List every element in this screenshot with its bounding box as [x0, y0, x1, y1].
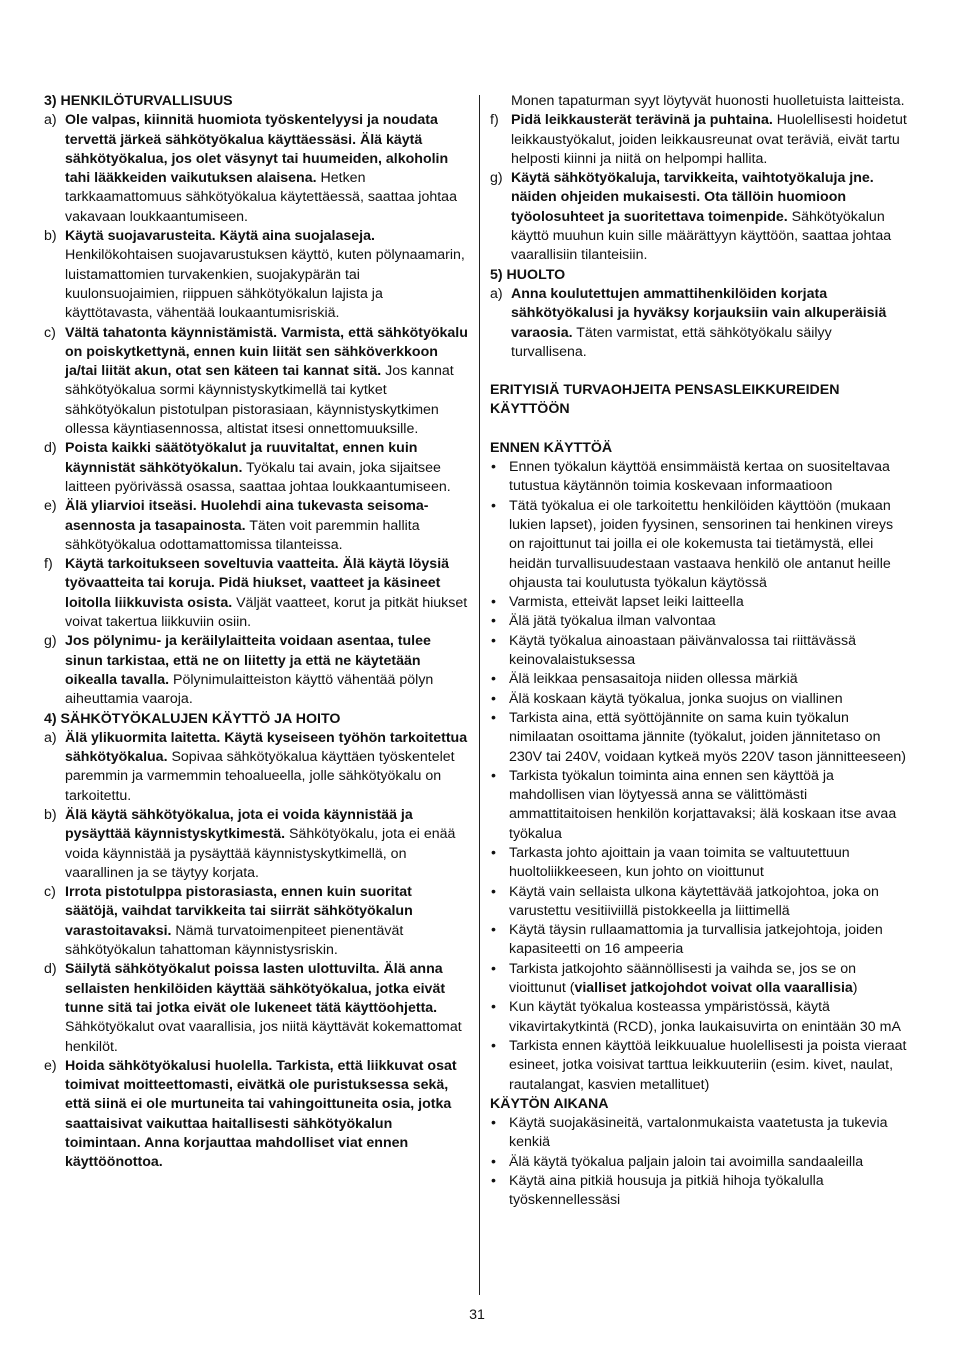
- list-item: [44, 324, 468, 440]
- section-title-personal-safety: 3) HENKILÖTURVALLISUUS: [44, 93, 233, 109]
- bullet-text: Tarkasta johto ajoittain ja vaan toimita se valtuutettuun huoltoliikkeeseen, kun johto on vioittunut: [509, 844, 850, 881]
- item-text: Huolellisesti hoidetut leikkaustyökalut, joiden leikkausreunat ovat teräviä, eivät tartu helposti kiinni ja niitä on helpompi hallita.: [511, 112, 907, 167]
- section-title-tool-use-care: 4) SÄHKÖTYÖKALUJEN KÄYTTÖ JA HOITO: [44, 710, 341, 727]
- service-list: [490, 285, 910, 362]
- list-item: [44, 729, 468, 806]
- item-label: d): [44, 440, 57, 457]
- item-text: Jos kannat sähkötyökalua sormi käynnistyskytkimellä tai kytket sähkötyökalun pistotulpan pistorasiaan, käynnistyskytkimen ollessa käyntiasennossa, altistat itsesi onnettomuuksille.: [65, 363, 454, 438]
- item-label: a): [44, 729, 57, 746]
- bullet-item: [490, 593, 910, 612]
- list-item: [44, 883, 468, 960]
- bullet-item: [490, 497, 910, 593]
- item-label: b): [44, 228, 57, 245]
- bullet-icon: •: [491, 767, 496, 784]
- item-bold-text: Käytä suojavarusteita. Käytä aina suojalaseja.: [65, 228, 375, 245]
- item-label: g): [44, 633, 57, 650]
- item-text: Henkilökohtaisen suojavarustuksen käyttö, kuten pölynaamarin, luistamattomien turvakenkien, suojakypärän tai kuulonsuojaimien, riippuen sähkötyökalun lajista ja käyttötavasta, vähentää loukaantumisriskiä.: [65, 247, 465, 322]
- bullet-icon: •: [491, 999, 496, 1016]
- bullet-icon: •: [491, 844, 496, 861]
- item-bold-text: Hoida sähkötyökalusi huolella. Tarkista, että liikkuvat osat toimivat moitteettomasti, eivätkä ole puristuksessa sekä, että siinä ei ole murtuneita tai vahingoittuneita osia, jotka saattaisivat vaikuttaa haitallisesti sähkötyökalun toimintaan. Anna korjauttaa mahdolliset viat ennen käyttöönottoa.: [65, 1057, 457, 1171]
- bullet-text: Tarkista työkalun toiminta aina ennen sen käyttöä ja mahdollisen vian löytyessä anna se välittömästi ammattitaitoisen henkilön korjattavaksi; älä koskaan itse avaa työkalua: [509, 767, 897, 842]
- item-text: Täten voit paremmin hallita sähkötyökalua odottamattomissa tilanteissa.: [65, 517, 420, 553]
- item-bold-text: Säilytä sähkötyökalut poissa lasten ulottuvilta. Älä anna sellaisten henkilöiden käyttää sähkötyökalua, jotka eivät tunne sitä tai jotka eivät ole lukeneet tätä käyttöohjetta.: [65, 961, 446, 1016]
- bullet-item: [490, 670, 910, 689]
- bullet-icon: •: [491, 709, 496, 726]
- item-bold-text: Jos pölynimu- ja keräilylaitteita voidaan asentaa, tulee sinun tarkistaa, että ne on liitetty ja että ne käytetään oikealla tavalla.: [65, 633, 431, 688]
- bullet-icon: •: [491, 671, 496, 688]
- item-bold-text: Älä yliarvioi itseäsi. Huolehdi aina tukevasta seisoma-asennosta ja tasapainosta.: [65, 498, 429, 534]
- bullet-item: [490, 883, 910, 922]
- bullet-text: Älä käytä työkalua paljain jaloin tai avoimilla sandaaleilla: [509, 1153, 864, 1170]
- column-divider: [479, 95, 480, 1295]
- bullet-item: [490, 612, 910, 631]
- bullet-icon: •: [491, 1153, 496, 1170]
- list-item: [490, 111, 910, 169]
- item-text: Täten varmistat, että sähkötyökalu säilyy turvallisena.: [511, 324, 832, 360]
- item-bold-text: Älä käytä sähkötyökalua, jota ei voida käynnistää ja pysäyttää käynnistyskytkimestä.: [65, 806, 413, 843]
- bullet-icon: •: [491, 690, 496, 707]
- bullet-icon: •: [491, 1115, 496, 1132]
- item-label: f): [490, 112, 499, 129]
- bullet-text: Käytä aina pitkiä housuja ja pitkiä hihoja työkalulla työskennellessäsi: [509, 1173, 824, 1209]
- bullet-item: [490, 844, 910, 883]
- item-bold-text: Poista kaikki säätötyökalut ja ruuvitaltat, ennen kuin käynnistät sähkötyökalun.: [65, 440, 418, 476]
- list-item: [490, 285, 910, 362]
- before-use-list: [490, 458, 910, 1095]
- item-label: c): [44, 884, 56, 901]
- item-bold-text: Ole valpas, kiinnitä huomiota työskentelyysi ja noudata tervettä järkeä sähkötyökalua käyttäessäsi. Älä käytä sähkötyökalua, jos olet väsynyt tai huumeiden, alkoholin tahi lääkkeiden vaikutuksen alaisena.: [65, 112, 449, 187]
- item-text: Sähkötyökalut ovat vaarallisia, jos niitä käyttävät kokemattomat henkilöt.: [65, 1019, 462, 1055]
- list-item: [44, 632, 468, 709]
- item-text: Työkalu tai avain, joka sijaitsee laitteen pyörivässä osassa, saattaa johtaa loukkaantumiseen.: [65, 459, 451, 495]
- bullet-icon: •: [491, 922, 496, 939]
- bullet-icon: •: [491, 459, 496, 476]
- list-item: [490, 169, 910, 265]
- item-label: d): [44, 961, 57, 978]
- item-label: a): [44, 112, 57, 129]
- bullet-text: Käytä työkalua ainoastaan päivänvalossa tai riittävässä keinovalaistuksessa: [509, 632, 857, 669]
- bullet-text: Käytä vain sellaista ulkona käytettävää jatkojohtoa, joka on varustettu vesitiiviillä pistokkeella ja liittimellä: [509, 883, 879, 919]
- bullet-icon: •: [491, 960, 496, 977]
- item-bold-text: Pidä leikkausterät terävinä ja puhtaina.: [511, 112, 773, 129]
- bullet-icon: •: [491, 497, 496, 514]
- bullet-icon: •: [491, 632, 496, 649]
- bullet-item: [490, 690, 910, 709]
- item-text: Sopivaa sähkötyökalua käyttäen työskentelet paremmin ja varmemmin tehoalueella, jolle sähkötyökalu on tarkoitettu.: [65, 749, 455, 804]
- page-number: 31: [469, 1307, 485, 1323]
- bullet-text: Käytä suojakäsineitä, vartalonmukaista vaatetusta ja tukevia kenkiä: [509, 1115, 888, 1151]
- bullet-item: [490, 767, 910, 844]
- item-label: b): [44, 806, 57, 823]
- bullet-item: [490, 1037, 910, 1095]
- item-text: Sähkötyökalu, jota ei enää voida käynnistää ja pysäyttää käynnistyskytkimellä, on vaarallinen ja se täytyy korjata.: [65, 826, 456, 881]
- item-text: Sähkötyökalun käyttö muuhun kuin sille määrättyyn käyttöön, saattaa johtaa vaarallisiin tilanteisiin.: [511, 208, 892, 264]
- item-bold-text: Älä ylikuormita laitetta. Käytä kyseiseen työhön tarkoitettua sähkötyökalua.: [65, 729, 468, 766]
- list-item: [44, 227, 468, 323]
- bullet-item: [490, 632, 910, 671]
- during-use-list: [490, 1114, 910, 1210]
- tool-use-care-list: [44, 729, 468, 1173]
- right-column: [490, 92, 910, 1211]
- item-label: a): [490, 285, 503, 302]
- item-text: Pölynimulaitteiston käyttö vähentää pölyn aiheuttamia vaaroja.: [65, 671, 434, 708]
- item-bold-text: Käytä tarkoitukseen soveltuvia vaatteita. Älä käytä löysiä työvaatteita tai koruja. Pidä hiukset, vaatteet ja käsineet loitolla liikkuvista osista.: [65, 556, 450, 611]
- bullet-text: Älä koskaan käytä työkalua, jonka suojus on viallinen: [509, 690, 843, 707]
- list-item: [44, 439, 468, 497]
- bullet-text: Tätä työkalua ei ole tarkoitettu henkilöiden käyttöön (mukaan lukien lapset), joiden fyysinen, sensorinen tai henkinen vireys on rajoittunut tai joilla ei ole kokemusta tai tietämystä, ellei heidän turvallisuudestaan vastaava henkilö ole antanut heille ohjausta tai koulutusta työkalun käytössä: [509, 497, 894, 591]
- bullet-text: Älä leikkaa pensasaitoja niiden ollessa märkiä: [509, 671, 798, 688]
- bullet-icon: •: [491, 1037, 496, 1054]
- list-item: [44, 111, 468, 227]
- item-label: e): [44, 1057, 57, 1074]
- bullet-text: Ennen työkalun käyttöä ensimmäistä kertaa on suositeltavaa tutustua käytännön toimia koskevaan informaatioon: [509, 459, 890, 495]
- section-title-during-use: KÄYTÖN AIKANA: [490, 1095, 609, 1112]
- bullet-item: [490, 709, 910, 767]
- list-item: [44, 1057, 468, 1173]
- section-title-service: 5) HUOLTO: [490, 266, 566, 283]
- bullet-text: Tarkista jatkojohto säännöllisesti ja vaihda se, jos se on vioittunut (: [509, 960, 856, 997]
- bullet-tail-text: ): [852, 980, 858, 997]
- bullet-item: [490, 921, 910, 960]
- item-text: Hetken tarkkaamattomuus sähkötyökalua käytettäessä, saattaa johtaa vakavaan loukkaantumiseen.: [65, 170, 457, 225]
- bullet-icon: •: [491, 1173, 496, 1190]
- item-bold-text: Käytä sähkötyökaluja, tarvikkeita, vaihtotyökaluja jne. näiden ohjeiden mukaisesti. Ota tällöin huomioon työolosuhteet ja suoritettava toimenpide.: [511, 170, 874, 225]
- bullet-text: Älä jätä työkalua ilman valvontaa: [509, 613, 716, 630]
- bullet-item: [490, 458, 910, 497]
- item-bold-text: Irrota pistotulppa pistorasiasta, ennen kuin suoritat säätöjä, vaihdat tarvikkeita tai siirrät sähkötyökalun varastoitavaksi.: [65, 884, 413, 939]
- bullet-text: Kun käytät työkalua kosteassa ympäristössä, käytä vikavirtakytkintä (RCD), jonka laukaisuvirta on enintään 30 mA: [509, 999, 901, 1035]
- list-item: [44, 806, 468, 883]
- section-title-hedge-trimmer-safety: ERITYISIÄ TURVAOHJEITA PENSASLEIKKUREIDEN KÄYTTÖÖN: [490, 382, 840, 418]
- item-label: e): [44, 498, 57, 515]
- bullet-item: [490, 960, 910, 999]
- item-e-continuation: Monen tapaturman syyt löytyvät huonosti huolletuista laitteista.: [511, 93, 905, 109]
- item-text: Nämä turvatoimenpiteet pienentävät sähkötyökalun tahattoman käynnistysriskin.: [65, 922, 404, 959]
- tool-use-care-list-continued: [490, 111, 910, 265]
- item-bold-text: Anna koulutettujen ammattihenkilöiden korjata sähkötyökalusi ja hyväksy korjauksiin vain alkuperäisiä varaosia.: [511, 285, 887, 341]
- list-item: [44, 555, 468, 632]
- item-label: c): [44, 324, 56, 341]
- bullet-icon: •: [491, 883, 496, 900]
- bullet-text: Tarkista aina, että syöttöjännite on sama kuin työkalun nimilaatan osoittama jännite (työkalut, joiden jännitetaso on 230V tai 240V, voidaan kytkeä myös 220V tason jännitteeseen): [509, 709, 906, 765]
- bullet-item: [490, 1172, 910, 1211]
- list-item: [44, 960, 468, 1056]
- bullet-text: Varmista, etteivät lapset leiki laitteella: [509, 594, 744, 611]
- left-column: [44, 92, 468, 1173]
- bullet-bold-text: vialliset jatkojohdot voivat olla vaarallisia: [574, 980, 853, 997]
- item-label: f): [44, 556, 53, 573]
- bullet-icon: •: [491, 594, 496, 611]
- bullet-item: [490, 1114, 910, 1153]
- bullet-text: Käytä täysin rullaamattomia ja turvallisia jatkejohtoja, joiden kapasiteetti on 16 ampeeria: [509, 922, 883, 958]
- item-bold-text: Vältä tahatonta käynnistämistä. Varmista, että sähkötyökalu on poiskytkettynä, ennen kuin liität sen sähköverkkoon ja/tai liität akun, otat sen käteen tai kannat sitä.: [65, 324, 468, 380]
- bullet-item: [490, 1153, 910, 1172]
- bullet-item: [490, 998, 910, 1037]
- item-label: g): [490, 170, 503, 187]
- bullet-text: Tarkista ennen käyttöä leikkuualue huolellisesti ja poista vieraat esineet, jotka voisivat tarttua leikkuuteriin (esim. kivet, naulat, rautalangat, kasvien metallituet): [509, 1037, 907, 1093]
- bullet-icon: •: [491, 613, 496, 630]
- item-text: Väljät vaatteet, korut ja pitkät hiukset voivat takertua liikkuviin osiin.: [65, 594, 468, 631]
- section-title-before-use: ENNEN KÄYTTÖÄ: [490, 439, 613, 456]
- personal-safety-list: [44, 111, 468, 709]
- list-item: [44, 497, 468, 555]
